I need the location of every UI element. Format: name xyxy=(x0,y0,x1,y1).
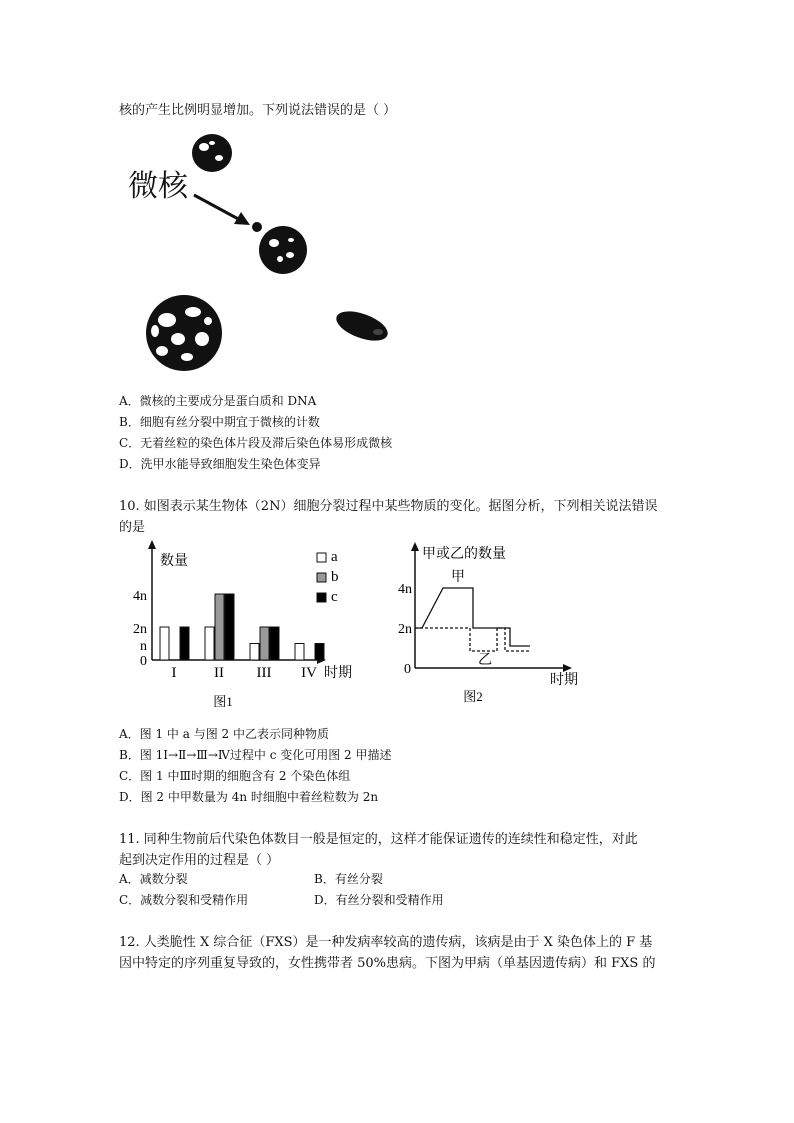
fig1-bars xyxy=(160,594,324,660)
bar-c-IV xyxy=(315,644,324,661)
fig2-y-arrow-icon xyxy=(411,542,419,551)
q10-stem-line1: 10. 如图表示某生物体（2N）细胞分裂过程中某些物质的变化。据图分析，下列相关说法错误 xyxy=(119,499,658,514)
q12-stem-line1: 12. 人类脆性 X 综合征（FXS）是一种发病率较高的遗传病，该病是由于 X 染色体上的 F 基 xyxy=(119,935,653,950)
fig2-ytick-0: 0 xyxy=(404,662,411,677)
q11-option-a: A．减数分裂 xyxy=(119,872,188,886)
cell-nucleus-top xyxy=(192,134,232,172)
cell-nucleus-large xyxy=(146,295,222,371)
fig1-y-arrow-icon xyxy=(148,540,156,549)
fig1-category-II: II xyxy=(214,665,224,681)
fig1-ytick-0: 0 xyxy=(140,654,147,669)
bar-a-III xyxy=(250,644,259,661)
figure1-bar-chart xyxy=(120,540,370,715)
bar-b-II xyxy=(215,594,224,660)
series-yi-line xyxy=(415,628,530,651)
bar-a-II xyxy=(205,627,214,660)
micronucleus-label: 微核 xyxy=(128,170,188,203)
q11-option-d: D．有丝分裂和受精作用 xyxy=(314,893,444,907)
q9-option-c: C．无着丝粒的染色体片段及滞后染色体易形成微核 xyxy=(119,436,393,450)
fig1-category-I: I xyxy=(171,665,177,681)
legend-swatch-c xyxy=(317,593,326,602)
fig1-title: 图1 xyxy=(213,694,233,709)
fig1-category-IV: IV xyxy=(301,665,317,681)
fig1-category-labels xyxy=(172,665,318,681)
cell-elongated xyxy=(333,305,392,346)
fig2-ytick-2n: 2n xyxy=(398,622,412,637)
fig2-title: 图2 xyxy=(463,689,483,704)
fig1-ytick-4n: 4n xyxy=(133,589,147,604)
q11-stem-line2: 起到决定作用的过程是（ ） xyxy=(119,853,280,868)
fig1-xlabel: 时期 xyxy=(324,666,352,681)
fig1-ytick-2n: 2n xyxy=(133,622,147,637)
fig2-x-arrow-icon xyxy=(563,664,572,672)
q10-option-a: A．图 1 中 a 与图 2 中乙表示同种物质 xyxy=(119,727,329,741)
bar-b-III xyxy=(260,627,269,660)
legend-label-a: a xyxy=(331,549,338,565)
q10-stem-line2: 的是 xyxy=(119,520,146,535)
arrow-icon xyxy=(194,195,250,225)
series-yi-label: 乙 xyxy=(478,653,492,668)
fig1-category-III: III xyxy=(256,665,272,681)
q9-option-d: D．洗甲水能导致细胞发生染色体变异 xyxy=(119,457,321,471)
q9-option-b: B．细胞有丝分裂中期宜于微核的计数 xyxy=(119,415,320,429)
q10-option-b: B．图 1Ⅰ→Ⅱ→Ⅲ→Ⅳ过程中 c 变化可用图 2 甲描述 xyxy=(119,748,392,762)
fig1-legend xyxy=(317,549,339,605)
bar-a-I xyxy=(160,627,169,660)
q9-option-a: A．微核的主要成分是蛋白质和 DNA xyxy=(119,394,317,408)
cell-nucleus-middle xyxy=(259,226,307,274)
bar-c-III xyxy=(270,627,279,660)
q10-option-d: D．图 2 中甲数量为 4n 时细胞中着丝粒数为 2n xyxy=(119,790,379,804)
bar-c-II xyxy=(225,594,234,660)
q9-stem-tail: 核的产生比例明显增加。下列说法错误的是（ ） xyxy=(119,103,397,118)
series-jia-line xyxy=(415,588,530,646)
micronucleus-micrograph xyxy=(120,125,400,380)
fig2-ytick-4n: 4n xyxy=(398,582,412,597)
fig2-ylabel: 甲或乙的数量 xyxy=(422,547,506,562)
fig1-ytick-n: n xyxy=(140,639,147,654)
legend-label-b: b xyxy=(331,569,339,585)
q11-option-b: B．有丝分裂 xyxy=(314,872,383,886)
bar-a-IV xyxy=(295,644,304,661)
q11-option-c: C．减数分裂和受精作用 xyxy=(119,893,249,907)
q12-stem-line2: 因中特定的序列重复导致的，女性携带者 50%患病。下图为甲病（单基因遗传病）和 FXS 的 xyxy=(119,956,656,971)
bar-c-I xyxy=(180,627,189,660)
fig2-xlabel: 时期 xyxy=(550,673,578,688)
q10-option-c: C．图 1 中Ⅲ时期的细胞含有 2 个染色体组 xyxy=(119,769,351,783)
legend-label-c: c xyxy=(331,589,338,605)
legend-swatch-a xyxy=(317,553,326,562)
legend-swatch-b xyxy=(317,573,326,582)
micronucleus-dot xyxy=(252,222,262,232)
q11-stem-line1: 11. 同种生物前后代染色体数目一般是恒定的，这样才能保证遗传的连续性和稳定性，对此 xyxy=(119,832,638,847)
figure2-line-chart xyxy=(395,540,600,705)
series-jia-label: 甲 xyxy=(451,570,465,585)
fig1-ylabel: 数量 xyxy=(160,554,188,569)
